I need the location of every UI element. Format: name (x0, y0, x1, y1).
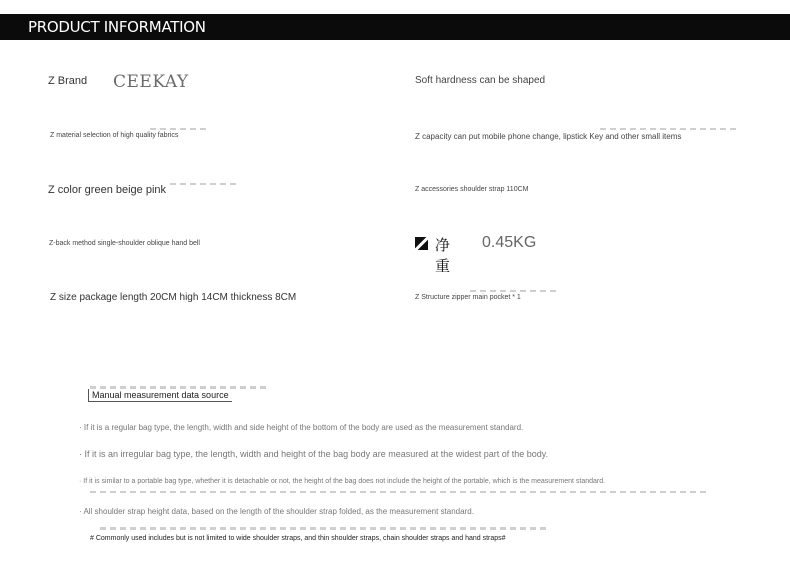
page-title: PRODUCT INFORMATION (28, 18, 206, 36)
material-text: Z material selection of high quality fabrics (50, 132, 179, 139)
size-text: Z size package length 20CM high 14CM thickness 8CM (50, 292, 297, 303)
hardness-text: Soft hardness can be shaped (415, 75, 546, 86)
measurement-note: · If it is similar to a portable bag type, whether it is detachable or not, the height of the bag does not include the height of the portable, which is the measurement standard. (79, 478, 606, 485)
measurement-note: · If it is a regular bag type, the length, width and side height of the bottom of the body are used as the measurement standard. (79, 423, 524, 432)
faint-divider (100, 527, 550, 530)
accessories-text: Z accessories shoulder strap 110CM (415, 186, 529, 193)
measurement-note: · If it is an irregular bag type, the length, width and height of the bag body are measured at the widest part of the body. (79, 449, 549, 459)
color-text: Z color green beige pink (48, 184, 167, 196)
back-method-text: Z-back method single-shoulder oblique hand bell (49, 240, 200, 247)
brand-logo: CEEKAY (113, 72, 189, 92)
measurement-source-title: Manual measurement data source (88, 389, 232, 402)
measurement-note: · All shoulder strap height data, based on the length of the shoulder strap folded, as the measurement standard. (79, 507, 474, 516)
footnote: # Commonly used includes but is not limited to wide shoulder straps, and thin shoulder straps, chain shoulder straps and hand straps# (90, 535, 506, 542)
faint-divider (90, 491, 710, 493)
faint-divider (170, 183, 240, 185)
weight-value: 0.45KG (482, 234, 537, 251)
weight-label: 净重 (435, 236, 451, 275)
faint-divider (150, 128, 210, 130)
structure-text: Z Structure zipper main pocket * 1 (415, 294, 521, 301)
faint-divider (470, 290, 560, 292)
faint-divider (600, 128, 740, 130)
capacity-text: Z capacity can put mobile phone change, lipstick Key and other small items (415, 132, 682, 141)
header-bar (0, 14, 790, 40)
brand-label: Z Brand (48, 75, 88, 87)
z-logo-icon (415, 237, 428, 250)
